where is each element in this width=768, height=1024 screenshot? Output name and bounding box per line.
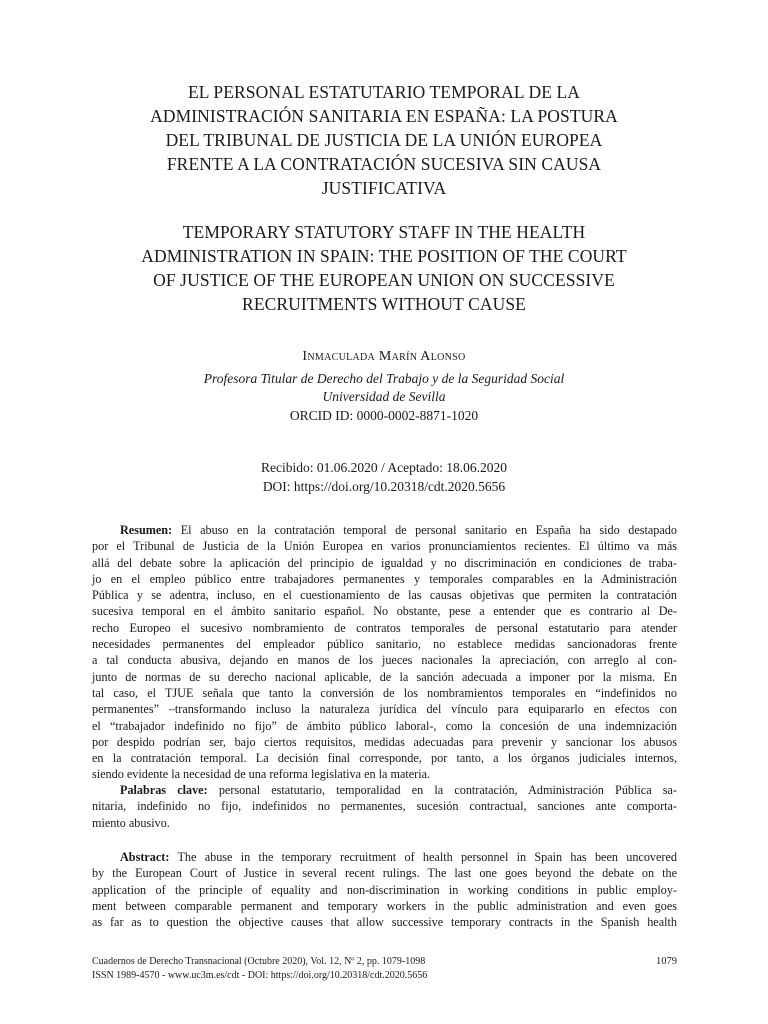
resumen-line: necesidades permanentes del empleador público sanitario, no establece medidas sancionadoras frente <box>92 637 677 652</box>
affiliation-position: Profesora Titular de Derecho del Trabajo y de la Seguridad Social <box>203 371 565 386</box>
keywords-section <box>92 782 677 831</box>
spanish-title-line: JUSTIFICATIVA <box>321 178 447 198</box>
resumen-line: recho Europeo el sucesivo nombramiento de contratos temporales de personal estatutario para atender <box>92 620 677 635</box>
abstract-label: Abstract: <box>120 850 170 864</box>
abstract-section <box>92 849 677 930</box>
english-title-line: ADMINISTRATION IN SPAIN: THE POSITION OF THE COURT <box>141 246 627 266</box>
spanish-title-line: DEL TRIBUNAL DE JUSTICIA DE LA UNIÓN EUROPEA <box>165 130 603 150</box>
resumen-line: en la contratación temporal. La decisión final corresponde, por tanto, a los órganos judiciales internos, <box>92 751 677 766</box>
journal-issn-doi: ISSN 1989-4570 - www.uc3m.es/cdt - DOI: https://doi.org/10.20318/cdt.2020.5656 <box>92 970 428 981</box>
resumen-line: allá del debate sobre la aplicación del principio de igualdad y no discriminación en condiciones de traba- <box>92 555 677 570</box>
abstract-line: application of the principle of equality and non-discrimination in working conditions in public employ- <box>92 882 677 897</box>
resumen-line: siendo evidente la necesidad de una reforma legislativa en la materia. <box>92 767 431 782</box>
resumen-line <box>92 522 677 538</box>
resumen-line: sucesiva temporal en el ámbito sanitario español. No obstante, pese a entender que es contrario al De- <box>92 604 677 619</box>
spanish-title <box>70 80 698 200</box>
keywords-text: personal estatutario, temporalidad en la contratación, Administración Pública sa- <box>207 783 677 797</box>
keywords-label: Palabras clave: <box>120 783 208 797</box>
author-affiliation <box>0 370 768 406</box>
english-title-line: RECRUITMENTS WITHOUT CAUSE <box>242 294 526 314</box>
resumen-line: por el Tribunal de Justicia de la Unión Europea en varios pronunciamientos recientes. El último va más <box>92 539 677 554</box>
journal-citation: Cuadernos de Derecho Transnacional (Octubre 2020), Vol. 12, Nº 2, pp. 1079-1098 <box>92 956 426 967</box>
resumen-label: Resumen: <box>120 523 173 537</box>
journal-footer <box>92 955 677 983</box>
resumen-line: permanentes” –transformando incluso la naturaleza jurídica del vínculo para equipararlo en efectos con <box>92 702 677 717</box>
resumen-line: Pública y se adentra, incluso, en el cuestionamiento de las causas objetivas que permiten la contratación <box>92 588 677 603</box>
abstract-line <box>92 849 677 865</box>
abstract-line: as far as to question the objective causes that allow successive temporary contracts in the Spanish health <box>92 915 677 930</box>
orcid-id: ORCID ID: 0000-0002-8871-1020 <box>289 408 479 423</box>
resumen-line: junto de normas de su derecho nacional aplicable, de la sanción adecuada a imponer por la misma. En <box>92 669 677 684</box>
english-title-line: OF JUSTICE OF THE EUROPEAN UNION ON SUCCESSIVE <box>153 270 615 290</box>
resumen-line: por despido podrían ser, bajo ciertos requisitos, medidas adecuadas para prevenir y sancionar los abusos <box>92 734 677 749</box>
keywords-line: miento abusivo. <box>92 815 170 830</box>
keywords-line <box>92 782 677 798</box>
spanish-title-line: EL PERSONAL ESTATUTARIO TEMPORAL DE LA <box>188 82 580 102</box>
abstract-line: ment between comparable permanent and temporary workers in the public administration and even goes <box>92 898 677 913</box>
abstract-text: The abuse in the temporary recruitment of health personnel in Spain has been uncovered <box>169 850 677 864</box>
resumen-line: jo en el empleo público entre trabajadores permanentes y temporales comparables en la Administración <box>92 571 677 586</box>
english-title-line: TEMPORARY STATUTORY STAFF IN THE HEALTH <box>182 222 586 242</box>
resumen-line: tal caso, el TJUE señala que tanto la conversión de los nombramientos temporales en “indefinidos no <box>92 685 677 700</box>
publication-dates <box>0 458 768 496</box>
spanish-title-line: FRENTE A LA CONTRATACIÓN SUCESIVA SIN CAUSA <box>166 154 602 174</box>
english-title <box>70 220 698 316</box>
resumen-line: el “trabajador indefinido no fijo” de ámbito público laboral-, como la concesión de una indemnización <box>92 718 677 733</box>
received-accepted-dates: Recibido: 01.06.2020 / Aceptado: 18.06.2020 <box>261 460 507 475</box>
resumen-text: El abuso en la contratación temporal de personal sanitario en España ha sido destapado <box>172 523 677 537</box>
spanish-title-line: ADMINISTRACIÓN SANITARIA EN ESPAÑA: LA POSTURA <box>150 106 618 126</box>
abstract-line: by the European Court of Justice in several recent rulings. The last one goes beyond the debate on the <box>92 866 677 881</box>
resumen-line: a tal conducta abusiva, dejando en manos de los jueces nacionales la apreciación, con arreglo al con- <box>92 653 677 668</box>
resumen-section <box>92 522 677 783</box>
author-name: Inmaculada Marín Alonso <box>302 349 466 364</box>
page-number: 1079 <box>656 956 677 967</box>
article-doi: DOI: https://doi.org/10.20318/cdt.2020.5656 <box>262 479 506 494</box>
affiliation-university: Universidad de Sevilla <box>322 389 446 404</box>
keywords-line: nitaria, indefinido no fijo, indefinidos no permanentes, sucesión contractual, sanciones ante comporta- <box>92 799 677 814</box>
